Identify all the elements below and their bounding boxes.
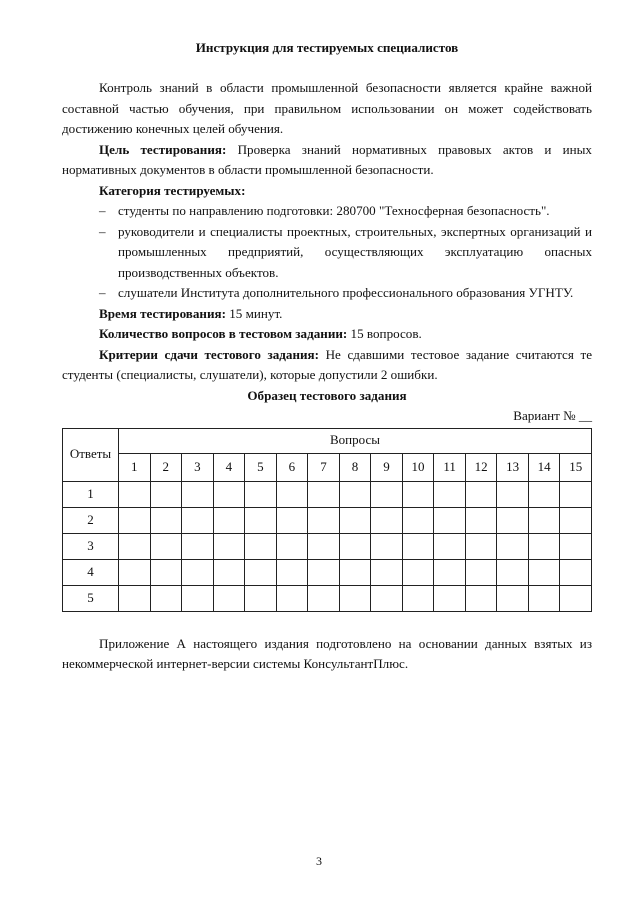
answer-cell[interactable] [276,559,308,585]
answer-cell[interactable] [560,585,592,611]
list-item [99,222,592,284]
answer-cell[interactable] [339,481,371,507]
appendix-note: Приложение А настоящего издания подготовлено на основании данных взятых из некоммерческой интернет-версии системы КонсультантПлюс. [62,635,592,671]
table-row [63,507,592,533]
answer-cell[interactable] [119,533,151,559]
answer-cell[interactable] [339,533,371,559]
category-item-text: слушатели Института дополнительного профессионального образования УГНТУ. [118,285,574,300]
page-number: 3 [316,854,322,868]
question-number-cell: 7 [308,453,340,481]
answer-cell[interactable] [371,585,403,611]
answer-cell[interactable] [339,507,371,533]
answer-cell[interactable] [150,507,182,533]
answer-cell[interactable] [560,481,592,507]
answer-cell[interactable] [371,533,403,559]
answer-cell[interactable] [528,585,560,611]
intro-paragraph: Контроль знаний в области промышленной безопасности является крайне важной составной частью обучения, при правильном использовании он может содействовать достижению конечных целей обучения. [62,80,592,136]
time-text: 15 минут. [225,305,283,321]
question-number-cell: 15 [560,453,592,481]
answer-cell[interactable] [434,481,466,507]
answer-cell[interactable] [308,585,340,611]
answer-cell[interactable] [402,507,434,533]
answer-cell[interactable] [339,585,371,611]
criteria-label: Критерии сдачи тестового задания: [99,346,319,362]
answer-number-cell: 5 [63,585,119,611]
answer-cell[interactable] [213,481,245,507]
sample-title: Образец тестового задания [247,387,407,403]
answer-cell[interactable] [402,533,434,559]
dash-bullet: – [99,203,106,218]
answer-cell[interactable] [402,559,434,585]
answer-cell[interactable] [276,481,308,507]
question-number-cell: 8 [339,453,371,481]
answer-cell[interactable] [402,481,434,507]
answer-cell[interactable] [182,585,214,611]
answer-cell[interactable] [465,481,497,507]
answer-cell[interactable] [434,585,466,611]
answer-cell[interactable] [434,559,466,585]
answer-cell[interactable] [528,559,560,585]
answer-cell[interactable] [528,507,560,533]
document-page [62,38,592,675]
dash-bullet: – [99,285,106,300]
variant-label: Вариант № __ [513,408,592,423]
question-number-cell: 1 [119,453,151,481]
dash-bullet: – [99,223,106,239]
question-number-cell: 13 [497,453,529,481]
question-number-cell: 11 [434,453,466,481]
list-item [99,201,592,222]
answer-cell[interactable] [497,559,529,585]
answer-cell[interactable] [308,507,340,533]
table-row [63,585,592,611]
answer-cell[interactable] [402,585,434,611]
category-item-text: руководители и специалисты проектных, строительных, экспертных организаций и промышленных предприятий, осуществляющих эксплуатацию опасных производственных объектов. [118,223,592,280]
table-row [63,533,592,559]
answer-cell[interactable] [497,507,529,533]
question-number-cell: 10 [402,453,434,481]
question-number-cell: 5 [245,453,277,481]
question-number-cell: 14 [528,453,560,481]
answer-cell[interactable] [371,481,403,507]
goal-paragraph [62,140,592,181]
answer-cell[interactable] [276,507,308,533]
answer-cell[interactable] [434,533,466,559]
answer-cell[interactable] [213,507,245,533]
table-header-row [63,428,592,453]
answer-cell[interactable] [119,585,151,611]
page-title: Инструкция для тестируемых специалистов [195,40,459,55]
answer-cell[interactable] [213,585,245,611]
category-label: Категория тестируемых: [99,182,246,198]
answer-cell[interactable] [371,559,403,585]
count-text: 15 вопросов. [347,326,422,341]
list-item [99,283,592,304]
question-number-cell: 12 [465,453,497,481]
answer-cell[interactable] [339,559,371,585]
answer-number-cell: 2 [63,507,119,533]
answer-cell[interactable] [465,507,497,533]
answer-cell[interactable] [182,507,214,533]
answer-cell[interactable] [150,533,182,559]
answer-cell[interactable] [150,585,182,611]
answer-cell[interactable] [119,559,151,585]
answer-cell[interactable] [245,507,277,533]
table-row [63,481,592,507]
questions-header: Вопросы [119,428,592,453]
answers-header: Ответы [63,428,119,481]
answer-cell[interactable] [276,585,308,611]
answer-cell[interactable] [371,507,403,533]
answer-cell[interactable] [245,533,277,559]
criteria-paragraph [62,345,592,386]
table-row [63,559,592,585]
time-paragraph [62,304,592,325]
answer-cell[interactable] [465,559,497,585]
count-label: Количество вопросов в тестовом задании: [99,326,348,341]
question-number-cell: 6 [276,453,308,481]
answer-number-cell: 3 [63,533,119,559]
answer-cell[interactable] [528,533,560,559]
question-number-cell: 2 [150,453,182,481]
goal-text: Проверка знаний нормативных правовых актов и иных нормативных документов в области промышленной безопасности. [62,141,592,177]
answer-cell[interactable] [308,559,340,585]
answer-cell[interactable] [119,481,151,507]
answer-cell[interactable] [308,481,340,507]
answer-cell[interactable] [465,585,497,611]
answer-cell[interactable] [182,533,214,559]
answer-cell[interactable] [119,507,151,533]
goal-label: Цель тестирования: [99,141,227,157]
answer-table [62,428,592,612]
answer-cell[interactable] [150,559,182,585]
answer-cell[interactable] [497,481,529,507]
count-paragraph [62,324,592,345]
answer-cell[interactable] [497,533,529,559]
answer-cell[interactable] [465,533,497,559]
answer-cell[interactable] [560,533,592,559]
criteria-text: Не сдавшими тестовое задание считаются те студенты (специалисты, слушатели), которые допустили 2 ошибки. [62,346,593,382]
answer-cell[interactable] [560,507,592,533]
answer-cell[interactable] [182,559,214,585]
answer-rows [63,481,592,611]
answer-number-cell: 4 [63,559,119,585]
answer-number-cell: 1 [63,481,119,507]
question-number-cell: 9 [371,453,403,481]
answer-cell[interactable] [245,585,277,611]
answer-cell[interactable] [245,559,277,585]
answer-cell[interactable] [245,481,277,507]
answer-cell[interactable] [150,481,182,507]
question-number-cell: 4 [213,453,245,481]
question-number-cell: 3 [182,453,214,481]
question-numbers-row [63,453,592,481]
answer-cell[interactable] [182,481,214,507]
time-label: Время тестирования: [99,305,226,321]
answer-cell[interactable] [560,559,592,585]
answer-cell[interactable] [497,585,529,611]
answer-cell[interactable] [276,533,308,559]
answer-cell[interactable] [213,559,245,585]
category-item-text: студенты по направлению подготовки: 280700 "Техносферная безопасность". [118,203,550,218]
answer-cell[interactable] [213,533,245,559]
category-list [62,201,592,304]
answer-cell[interactable] [434,507,466,533]
answer-cell[interactable] [528,481,560,507]
answer-cell[interactable] [308,533,340,559]
